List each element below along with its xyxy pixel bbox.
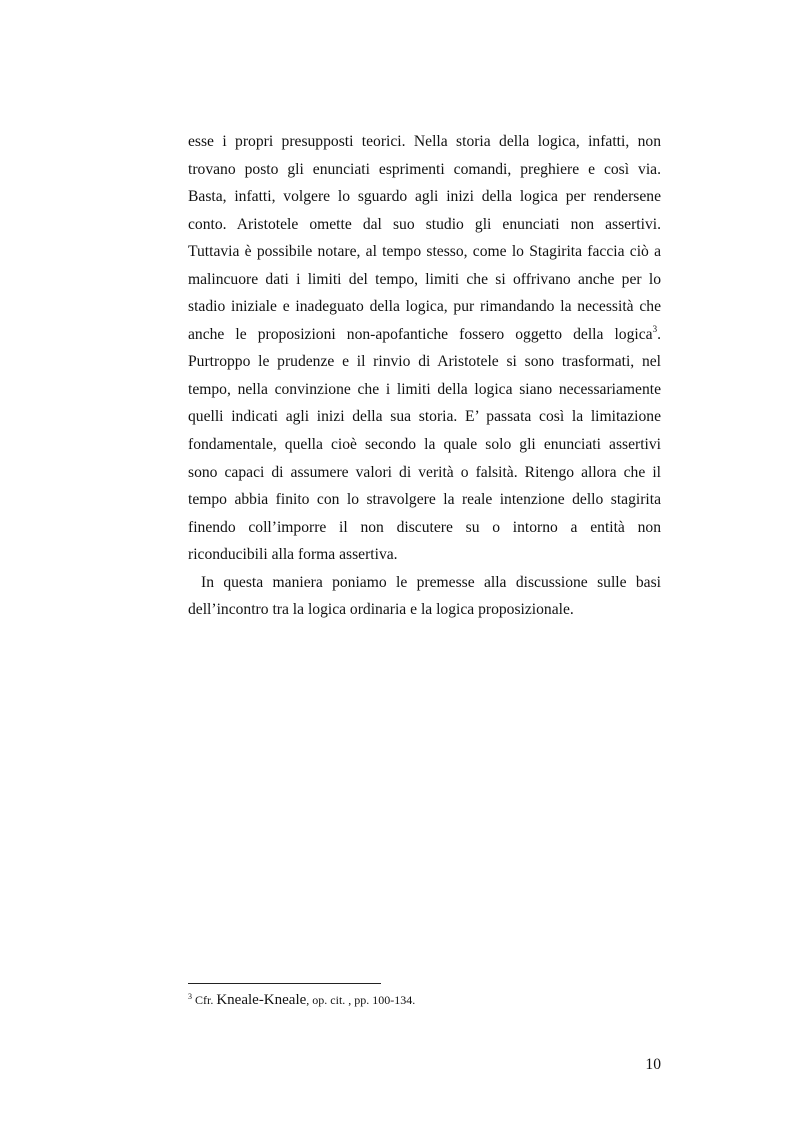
text-line: fondamentale, quella cioè secondo la quale solo gli enunciati assertivi xyxy=(188,436,661,454)
text-line: tempo, nella convinzione che i limiti della logica siano necessariamente xyxy=(188,380,661,398)
text-line: Purtroppo le prudenze e il rinvio di Aristotele si sono trasformati, nel xyxy=(188,353,661,371)
text-line: tempo abbia finito con lo stravolgere la reale intenzione dello stagirita xyxy=(188,491,661,509)
text-line: Tuttavia è possibile notare, al tempo stesso, come lo Stagirita faccia ciò a xyxy=(188,243,661,261)
footnote-divider xyxy=(188,983,381,984)
text-line: finendo coll’imporre il non discutere su o intorno a entità non xyxy=(188,518,661,536)
text-line: esse i propri presupposti teorici. Nella storia della logica, infatti, non xyxy=(188,133,661,150)
text-line: conto. Aristotele omette dal suo studio gli enunciati non assertivi. xyxy=(188,215,661,233)
page-number: 10 xyxy=(645,1056,661,1073)
text-line: riconducibili alla forma assertiva. xyxy=(188,546,398,564)
footnote-prefix: Cfr. xyxy=(195,993,214,1007)
paragraph-1 xyxy=(188,128,661,569)
text-line: stadio iniziale e inadeguato della logica, pur rimandando la necessità che xyxy=(188,298,661,316)
footnote-reference-suffix: . xyxy=(657,325,661,343)
footnote xyxy=(188,991,415,1009)
text-line: malincuore dati i limiti del tempo, limiti che si offrivano anche per lo xyxy=(188,270,661,288)
footnote-number: 3 xyxy=(188,992,192,1001)
paragraph-2 xyxy=(188,569,661,624)
main-text xyxy=(188,128,661,624)
text-line: quelli indicati agli inizi della sua storia. E’ passata così la limitazione xyxy=(188,408,661,426)
footnote-authors: Kneale-Kneale xyxy=(216,992,307,1008)
text-line: dell’incontro tra la logica ordinaria e la logica proposizionale. xyxy=(188,601,574,619)
footnote-reference[interactable]: 3 xyxy=(652,323,658,334)
text-line-content: anche le proposizioni non-apofantiche fossero oggetto della logica xyxy=(188,325,653,343)
text-line-with-footnote xyxy=(188,321,661,349)
text-line: trovano posto gli enunciati esprimenti comandi, preghiere e così via. xyxy=(188,160,661,178)
text-line: sono capaci di assumere valori di verità o falsità. Ritengo allora che il xyxy=(188,463,661,481)
text-line: In questa maniera poniamo le premesse alla discussione sulle basi xyxy=(201,573,661,591)
text-line: Basta, infatti, volgere lo sguardo agli inizi della logica per rendersene xyxy=(188,188,661,206)
footnote-citation: , op. cit. , pp. 100-134. xyxy=(306,993,416,1007)
